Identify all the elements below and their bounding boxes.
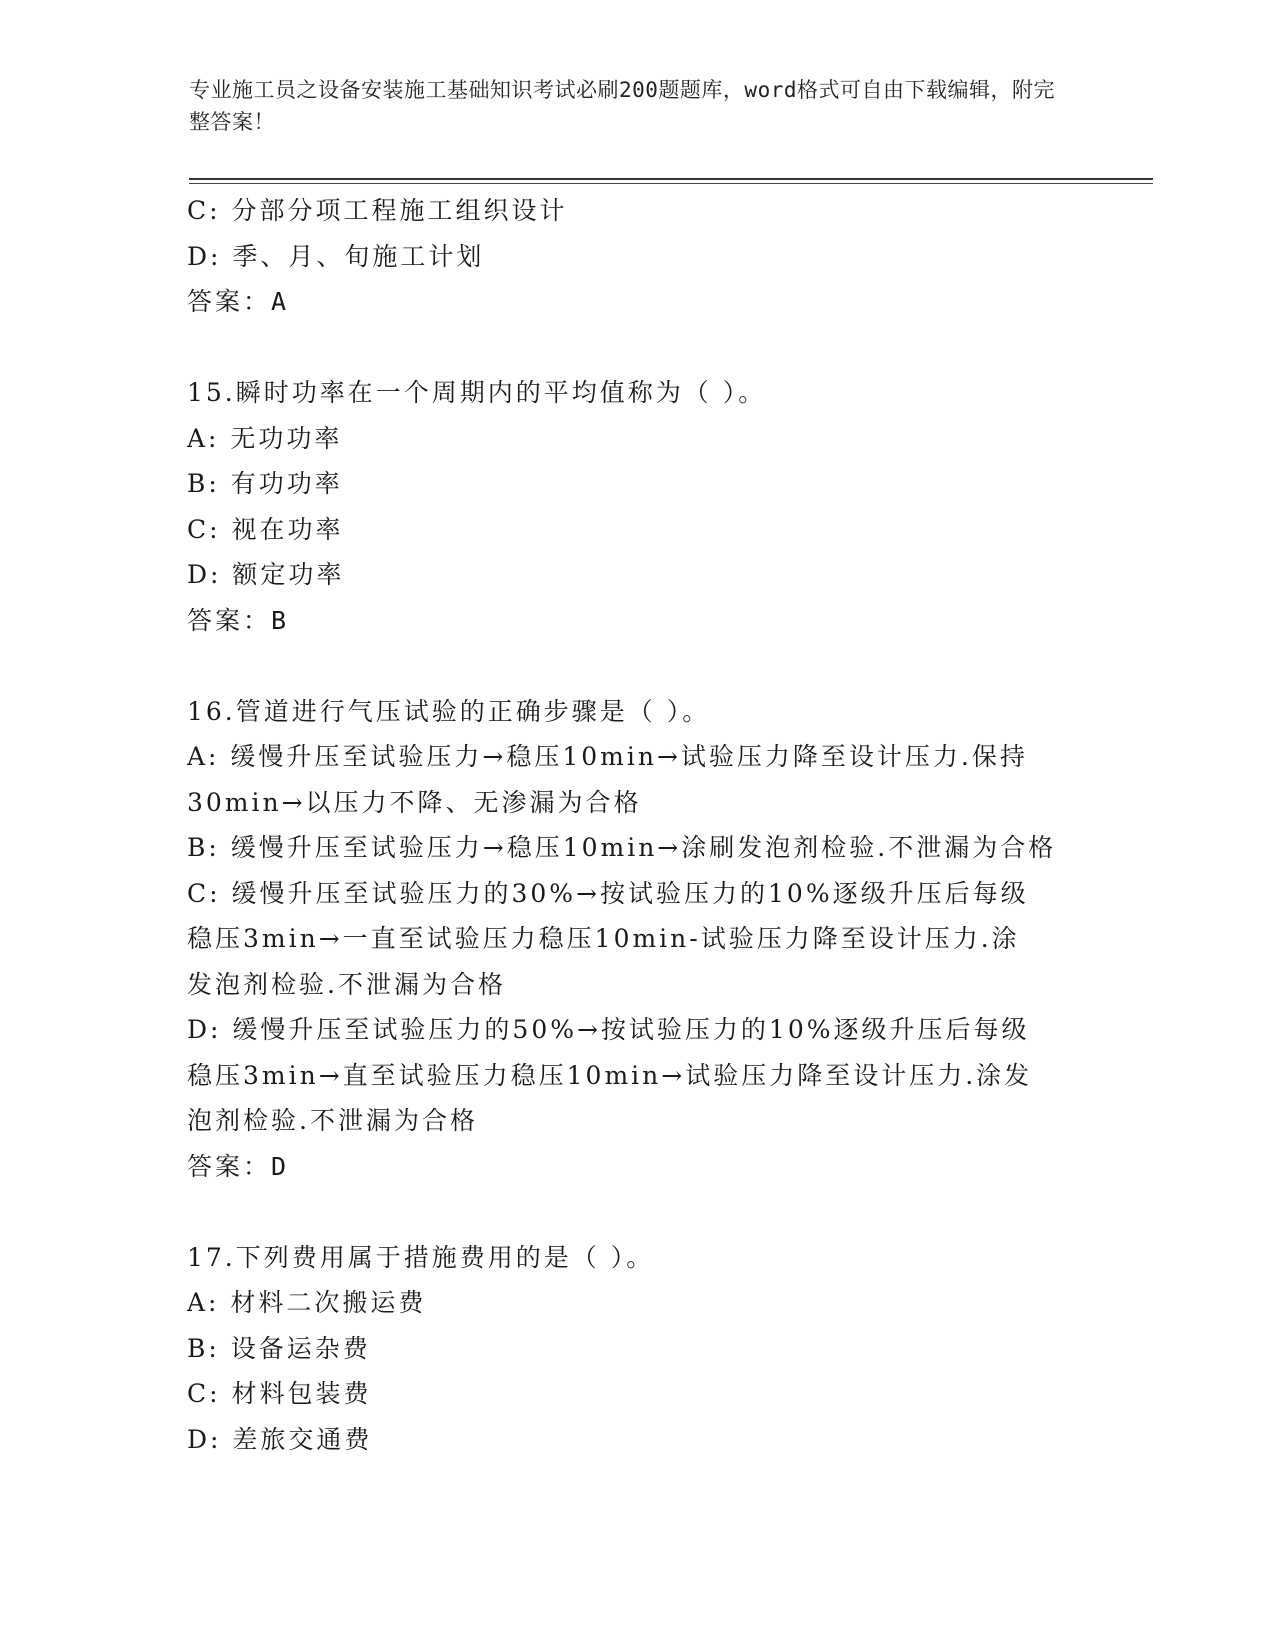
header-rule-thick [189,178,1153,180]
option-d: D: 额定功率 [187,560,345,589]
answer-label: 答案： [187,287,272,316]
question-stem: 16.管道进行气压试验的正确步骤是（ ）。 [187,696,711,726]
question-15 [187,370,1087,643]
answer-value: A [271,287,290,316]
answer-line [187,279,1087,325]
answer-value: D [271,1151,290,1181]
option-b: B: 有功功率 [187,469,343,498]
option-c: C: 材料包装费 [187,1379,372,1408]
document-header: 专业施工员之设备安装施工基础知识考试必刷200题题库，word格式可自由下载编辑，附完整答案！ [189,78,1055,134]
question-stem: 15.瞬时功率在一个周期内的平均值称为（ ）。 [187,378,767,407]
option-a: A: 缓慢升压至试验压力→稳压10min→试验压力降至设计压力.保持30min→以压力不降、无渗漏为合格 [187,742,1028,817]
answer-label: 答案： [187,1151,272,1181]
answer-line [187,598,1087,644]
question-content [187,188,1087,1462]
option-d: D: 季、月、旬施工计划 [187,241,485,271]
option-a: A: 无功功率 [187,423,343,453]
answer-label: 答案： [187,605,272,635]
answer-value: B [271,605,290,635]
option-a: A: 材料二次搬运费 [187,1288,427,1317]
question-stem: 17.下列费用属于措施费用的是（ ）。 [187,1242,655,1272]
option-c: C: 视在功率 [187,514,344,544]
option-b: B: 缓慢升压至试验压力→稳压10min→涂刷发泡剂检验.不泄漏为合格 [187,833,1057,862]
header-rule-thin [189,183,1153,184]
option-c: C: 缓慢升压至试验压力的30%→按试验压力的10%逐级升压后每级稳压3min→一直至试验压力稳压10min-试验压力降至设计压力.涂发泡剂检验.不泄漏为合格 [187,878,1029,999]
option-b: B: 设备运杂费 [187,1333,371,1363]
question-17 [187,1235,1087,1463]
prev-question [187,188,1087,325]
option-d: D: 差旅交通费 [187,1424,373,1454]
question-16 [187,689,1087,1190]
option-c: C: 分部分项工程施工组织设计 [187,196,568,225]
answer-line [187,1144,1087,1190]
option-d: D: 缓慢升压至试验压力的50%→按试验压力的10%逐级升压后每级稳压3min→直至试验压力稳压10min→试验压力降至设计压力.涂发泡剂检验.不泄漏为合格 [187,1015,1033,1135]
